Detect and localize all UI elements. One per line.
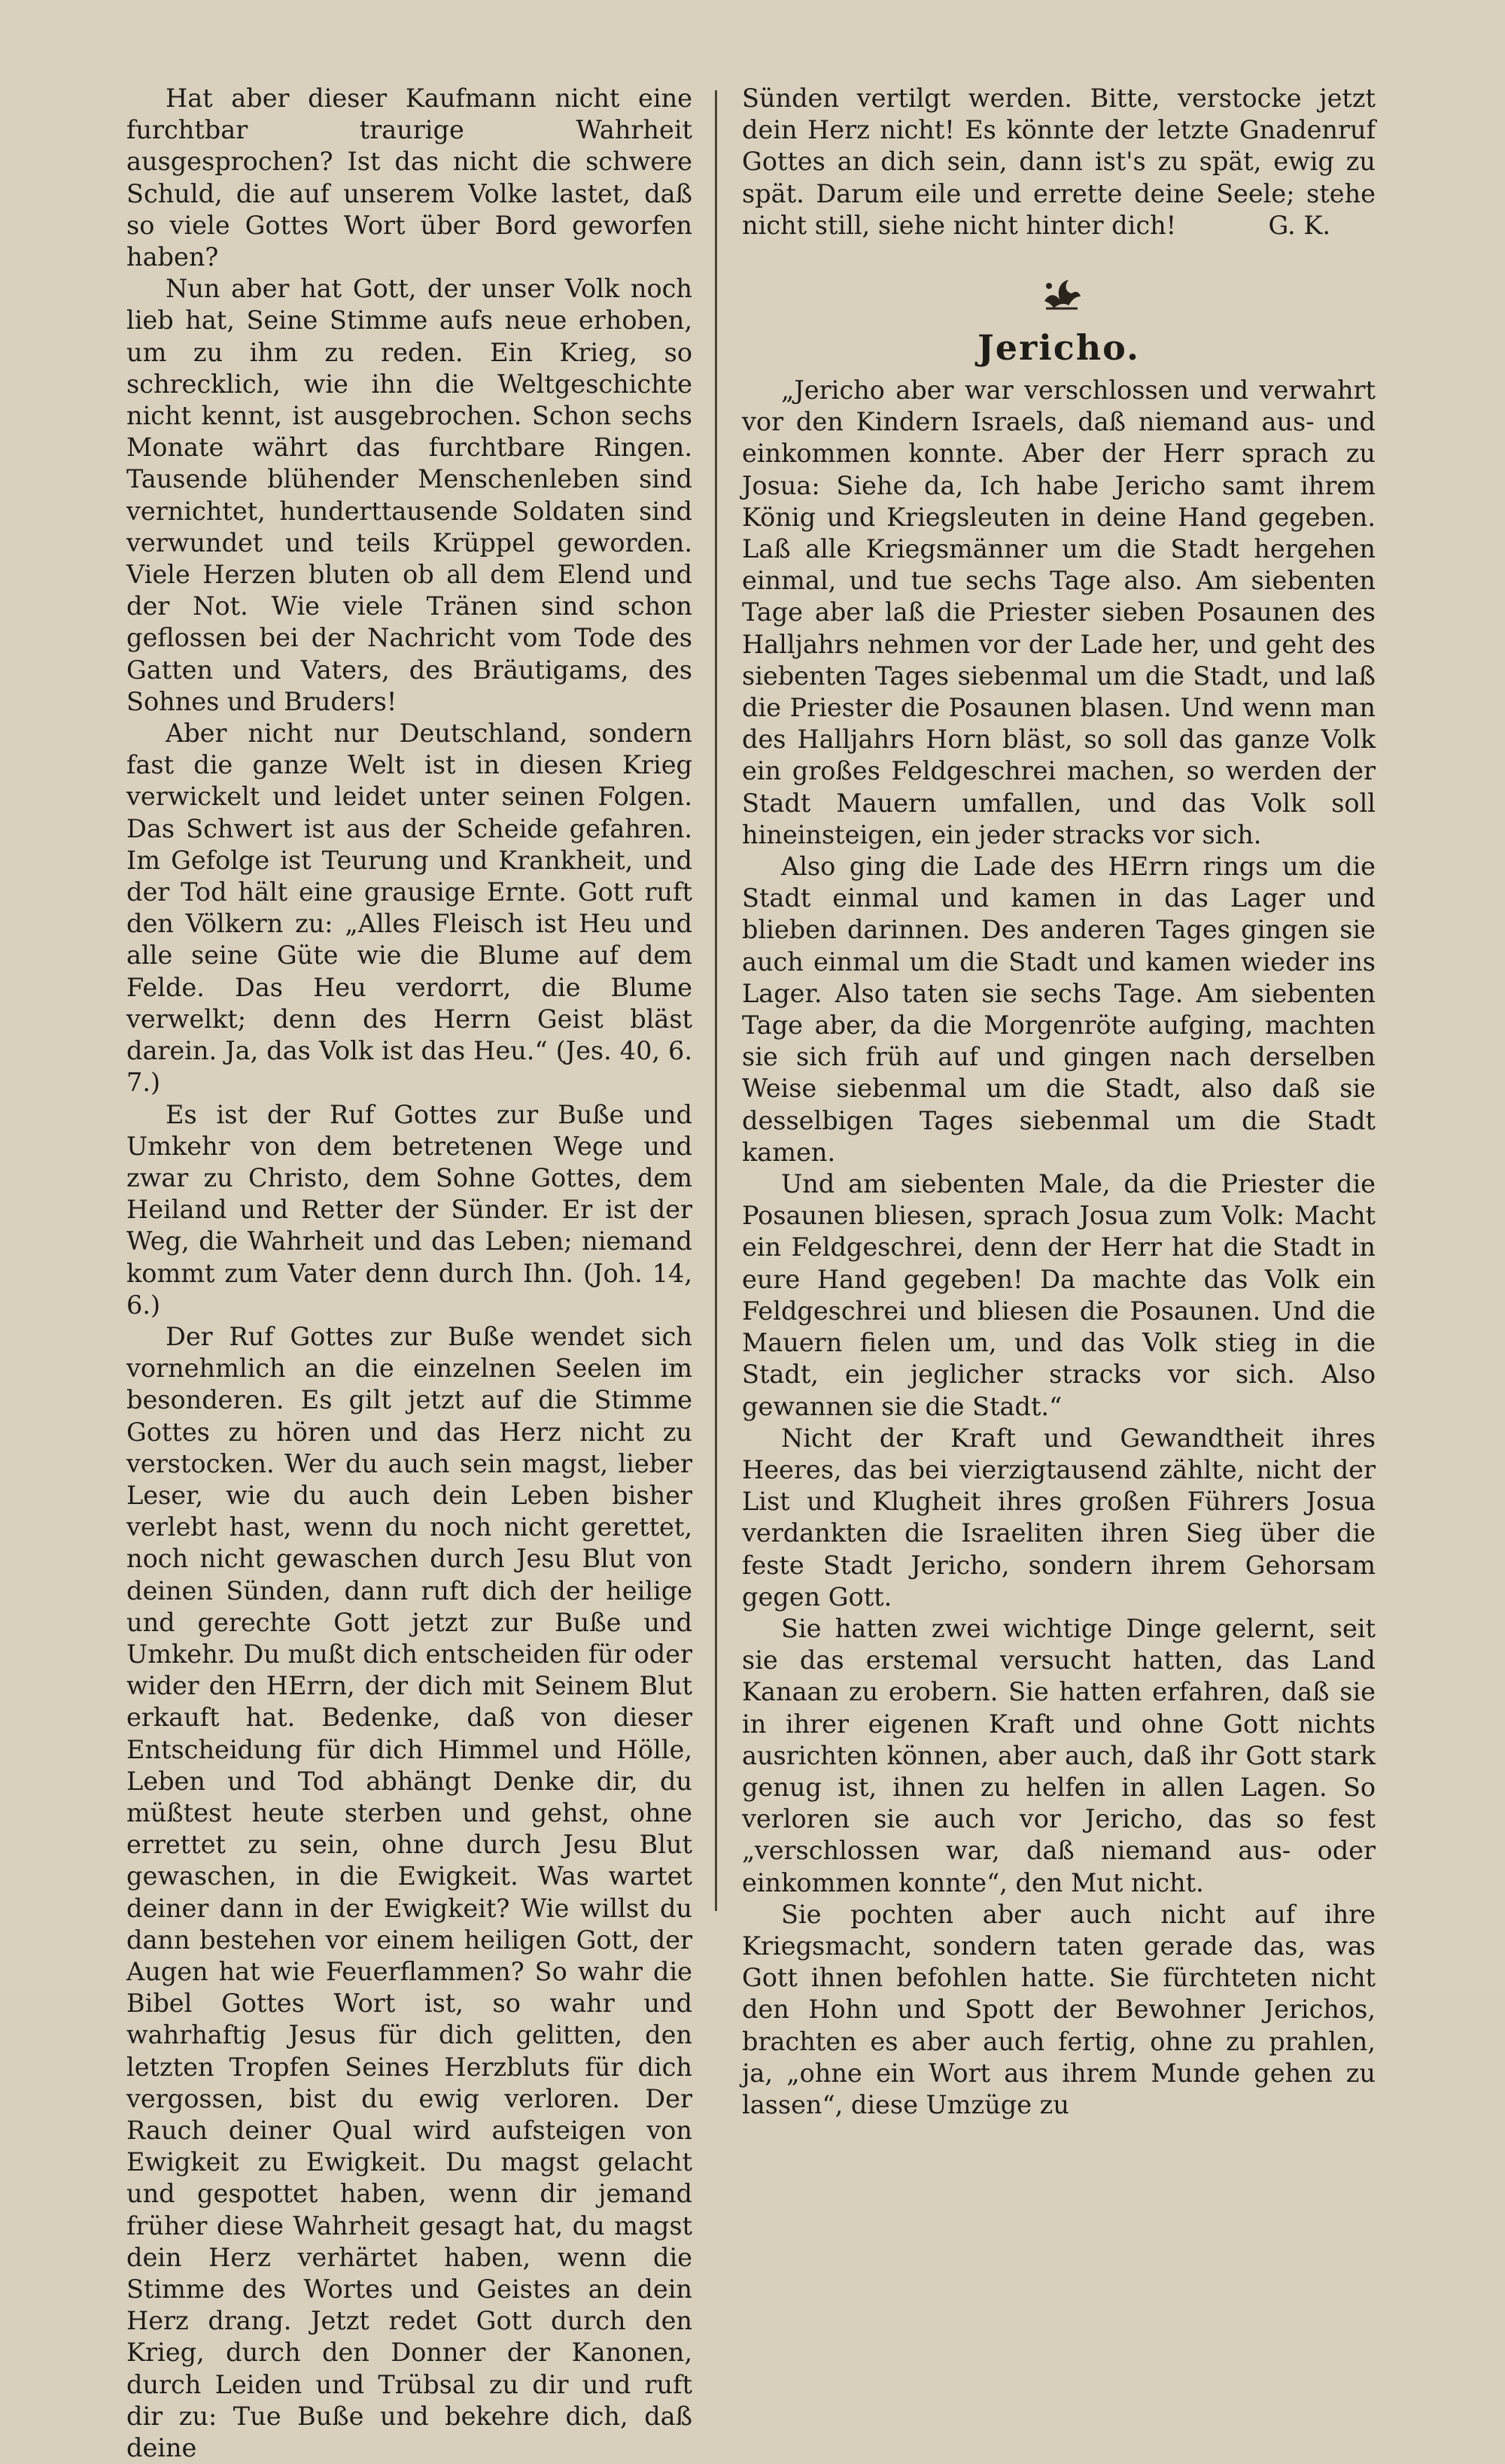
right-column-top	[742, 83, 1376, 242]
article-title: Jericho.	[977, 327, 1141, 368]
right-top-paragraph: Sünden vertilgt werden. Bitte, verstocke jetzt dein Herz nicht! Es könnte der letzte Gnadenruf Gottes an dich sein, dann ist's zu spät, ewig zu spät. Darum eile und errette deine Seele; stehe nicht still, siehe nicht hinter dich!	[742, 84, 1376, 240]
left-paragraph-4: Es ist der Ruf Gottes zur Buße und Umkehr von dem betretenen Wege und zwar zu Christo, dem Sohne Gottes, dem Heiland und Retter der Sünder. Er ist der Weg, die Wahrheit und das Leben; niemand kommt zum Vater denn durch Ihn. (Joh. 14, 6.)	[126, 1099, 692, 1320]
author-signature: G. K.	[1268, 211, 1330, 241]
right-paragraph-3: Und am siebenten Male, da die Priester die Posaunen bliesen, sprach Josua zum Volk: Macht ein Feldgeschrei, denn der Herr hat die Stadt in eure Hand gegeben! Da machte das Volk ein Feldgeschrei und bliesen die Posaunen. Und die Mauern fielen um, und das Volk stieg in die Stadt, ein jeglicher stracks vor sich. Also gewannen sie die Stadt.“	[742, 1169, 1376, 1421]
left-paragraph-1: Hat aber dieser Kaufmann nicht eine furchtbar traurige Wahrheit ausgesprochen? Ist das nicht die schwere Schuld, die auf unserem Volke lastet, daß so viele Gottes Wort über Bord geworfen haben?	[126, 84, 692, 272]
right-column-article	[742, 375, 1376, 2121]
left-paragraph-5: Der Ruf Gottes zur Buße wendet sich vornehmlich an die einzelnen Seelen im besonderen. Es gilt jetzt auf die Stimme Gottes zu hören und das Herz nicht zu verstocken. Wer du auch sein magst, lieber Leser, wie du auch dein Leben bisher verlebt hast, wenn du noch nicht gerettet, noch nicht gewaschen durch Jesu Blut von deinen Sünden, dann ruft dich der heilige und gerechte Gott jetzt zur Buße und Umkehr. Du mußt dich entscheiden für oder wider den HErrn, der dich mit Seinem Blut erkauft hat. Bedenke, daß von dieser Entscheidung für dich Himmel und Hölle, Leben und Tod abhängt Denke dir, du müßtest heute sterben und gehst, ohne errettet zu sein, ohne durch Jesu Blut gewaschen, in die Ewigkeit. Was wartet deiner dann in der Ewigkeit? Wie willst du dann bestehen vor einem heiligen Gott, der Augen hat wie Feuerflammen? So wahr die Bibel Gottes Wort ist, so wahr und wahrhaftig Jesus für dich gelitten, den letzten Tropfen Seines Herzbluts für dich vergossen, bist du ewig verloren. Der Rauch deiner Qual wird aufsteigen von Ewigkeit zu Ewigkeit. Du magst gelacht und gespottet haben, wenn dir jemand früher diese Wahrheit gesagt hat, du magst dein Herz verhärtet haben, wenn die Stimme des Wortes und Geistes an dein Herz drang. Jetzt redet Gott durch den Krieg, durch den Donner der Kanonen, durch Leiden und Trübsal zu dir und ruft dir zu: Tue Buße und bekehre dich, daß deine	[126, 1321, 692, 2463]
right-paragraph-2: Also ging die Lade des HErrn rings um die Stadt einmal und kamen in das Lager und blieben darinnen. Des anderen Tages gingen sie auch einmal um die Stadt und kamen wieder ins Lager. Also taten sie sechs Tage. Am siebenten Tage aber, da die Morgenröte aufging, machten sie sich früh auf und gingen nach derselben Weise siebenmal um die Stadt, also daß sie desselbigen Tages siebenmal um die Stadt kamen.	[742, 852, 1376, 1167]
right-paragraph-5: Sie hatten zwei wichtige Dinge gelernt, seit sie das erstemal versucht hatten, das Land Kanaan zu erobern. Sie hatten erfahren, daß sie in ihrer eigenen Kraft und ohne Gott nichts ausrichten können, aber auch, daß ihr Gott stark genug ist, ihnen zu helfen in allen Lagen. So verloren sie auch vor Jericho, das so fest „verschlossen war, daß niemand aus- oder einkommen konnte“, den Mut nicht.	[742, 1613, 1376, 1897]
left-paragraph-3: Aber nicht nur Deutschland, sondern fast die ganze Welt ist in diesen Krieg verwickelt und leidet unter seinen Folgen. Das Schwert ist aus der Scheide gefahren. Im Gefolge ist Teurung und Krankheit, und der Tod hält eine grausige Ernte. Gott ruft den Völkern zu: „Alles Fleisch ist Heu und alle seine Güte wie die Blume auf dem Felde. Das Heu verdorrt, die Blume verwelkt; denn des Herrn Geist bläst darein. Ja, das Volk ist das Heu.“ (Jes. 40, 6. 7.)	[126, 719, 692, 1098]
right-paragraph-6: Sie pochten aber auch nicht auf ihre Kriegsmacht, sondern taten gerade das, was Gott ihnen befohlen hatte. Sie fürchteten nicht den Hohn und Spott der Bewohner Jerichos, brachten es aber auch fertig, ohne zu prahlen, ja, „ohne ein Wort aus ihrem Munde gehen zu lassen“, diese Umzüge zu	[742, 1899, 1376, 2119]
right-paragraph-4: Nicht der Kraft und Gewandtheit ihres Heeres, das bei vierzigtausend zählte, nicht der List und Klugheit ihres großen Führers Josua verdankten die Israeliten ihren Sieg über die feste Stadt Jericho, sondern ihrem Gehorsam gegen Gott.	[742, 1423, 1376, 1612]
fleuron-icon	[1038, 271, 1084, 313]
right-paragraph-1: „Jericho aber war verschlossen und verwahrt vor den Kindern Israels, daß niemand aus- und einkommen konnte. Aber der Herr sprach zu Josua: Siehe da, Ich habe Jericho samt ihrem König und Kriegsleuten in deine Hand gegeben. Laß alle Kriegsmänner um die Stadt hergehen einmal, und tue sechs Tage also. Am siebenten Tage aber laß die Priester sieben Posaunen des Halljahrs nehmen vor der Lade her, und geht des siebenten Tages siebenmal um die Stadt, und laß die Priester die Posaunen blasen. Und wenn man des Halljahrs Horn bläst, so soll das ganze Volk ein großes Feldgeschrei machen, so werden der Stadt Mauern umfallen, und das Volk soll hineinsteigen, ein jeder stracks vor sich.	[742, 375, 1376, 849]
left-column	[126, 83, 692, 2464]
left-paragraph-2: Nun aber hat Gott, der unser Volk noch lieb hat, Seine Stimme aufs neue erhoben, um zu ihm zu reden. Ein Krieg, so schrecklich, wie ihn die Weltgeschichte nicht kennt, ist ausgebrochen. Schon sechs Monate währt das furchtbare Ringen. Tausende blühender Menschenleben sind vernichtet, hunderttausende Soldaten sind verwundet und teils Krüppel geworden. Viele Herzen bluten ob all dem Elend und der Not. Wie viele Tränen sind schon geflossen bei der Nachricht vom Tode des Gatten und Vaters, des Bräutigams, des Sohnes und Bruders!	[126, 274, 692, 716]
column-divider	[715, 90, 717, 1911]
